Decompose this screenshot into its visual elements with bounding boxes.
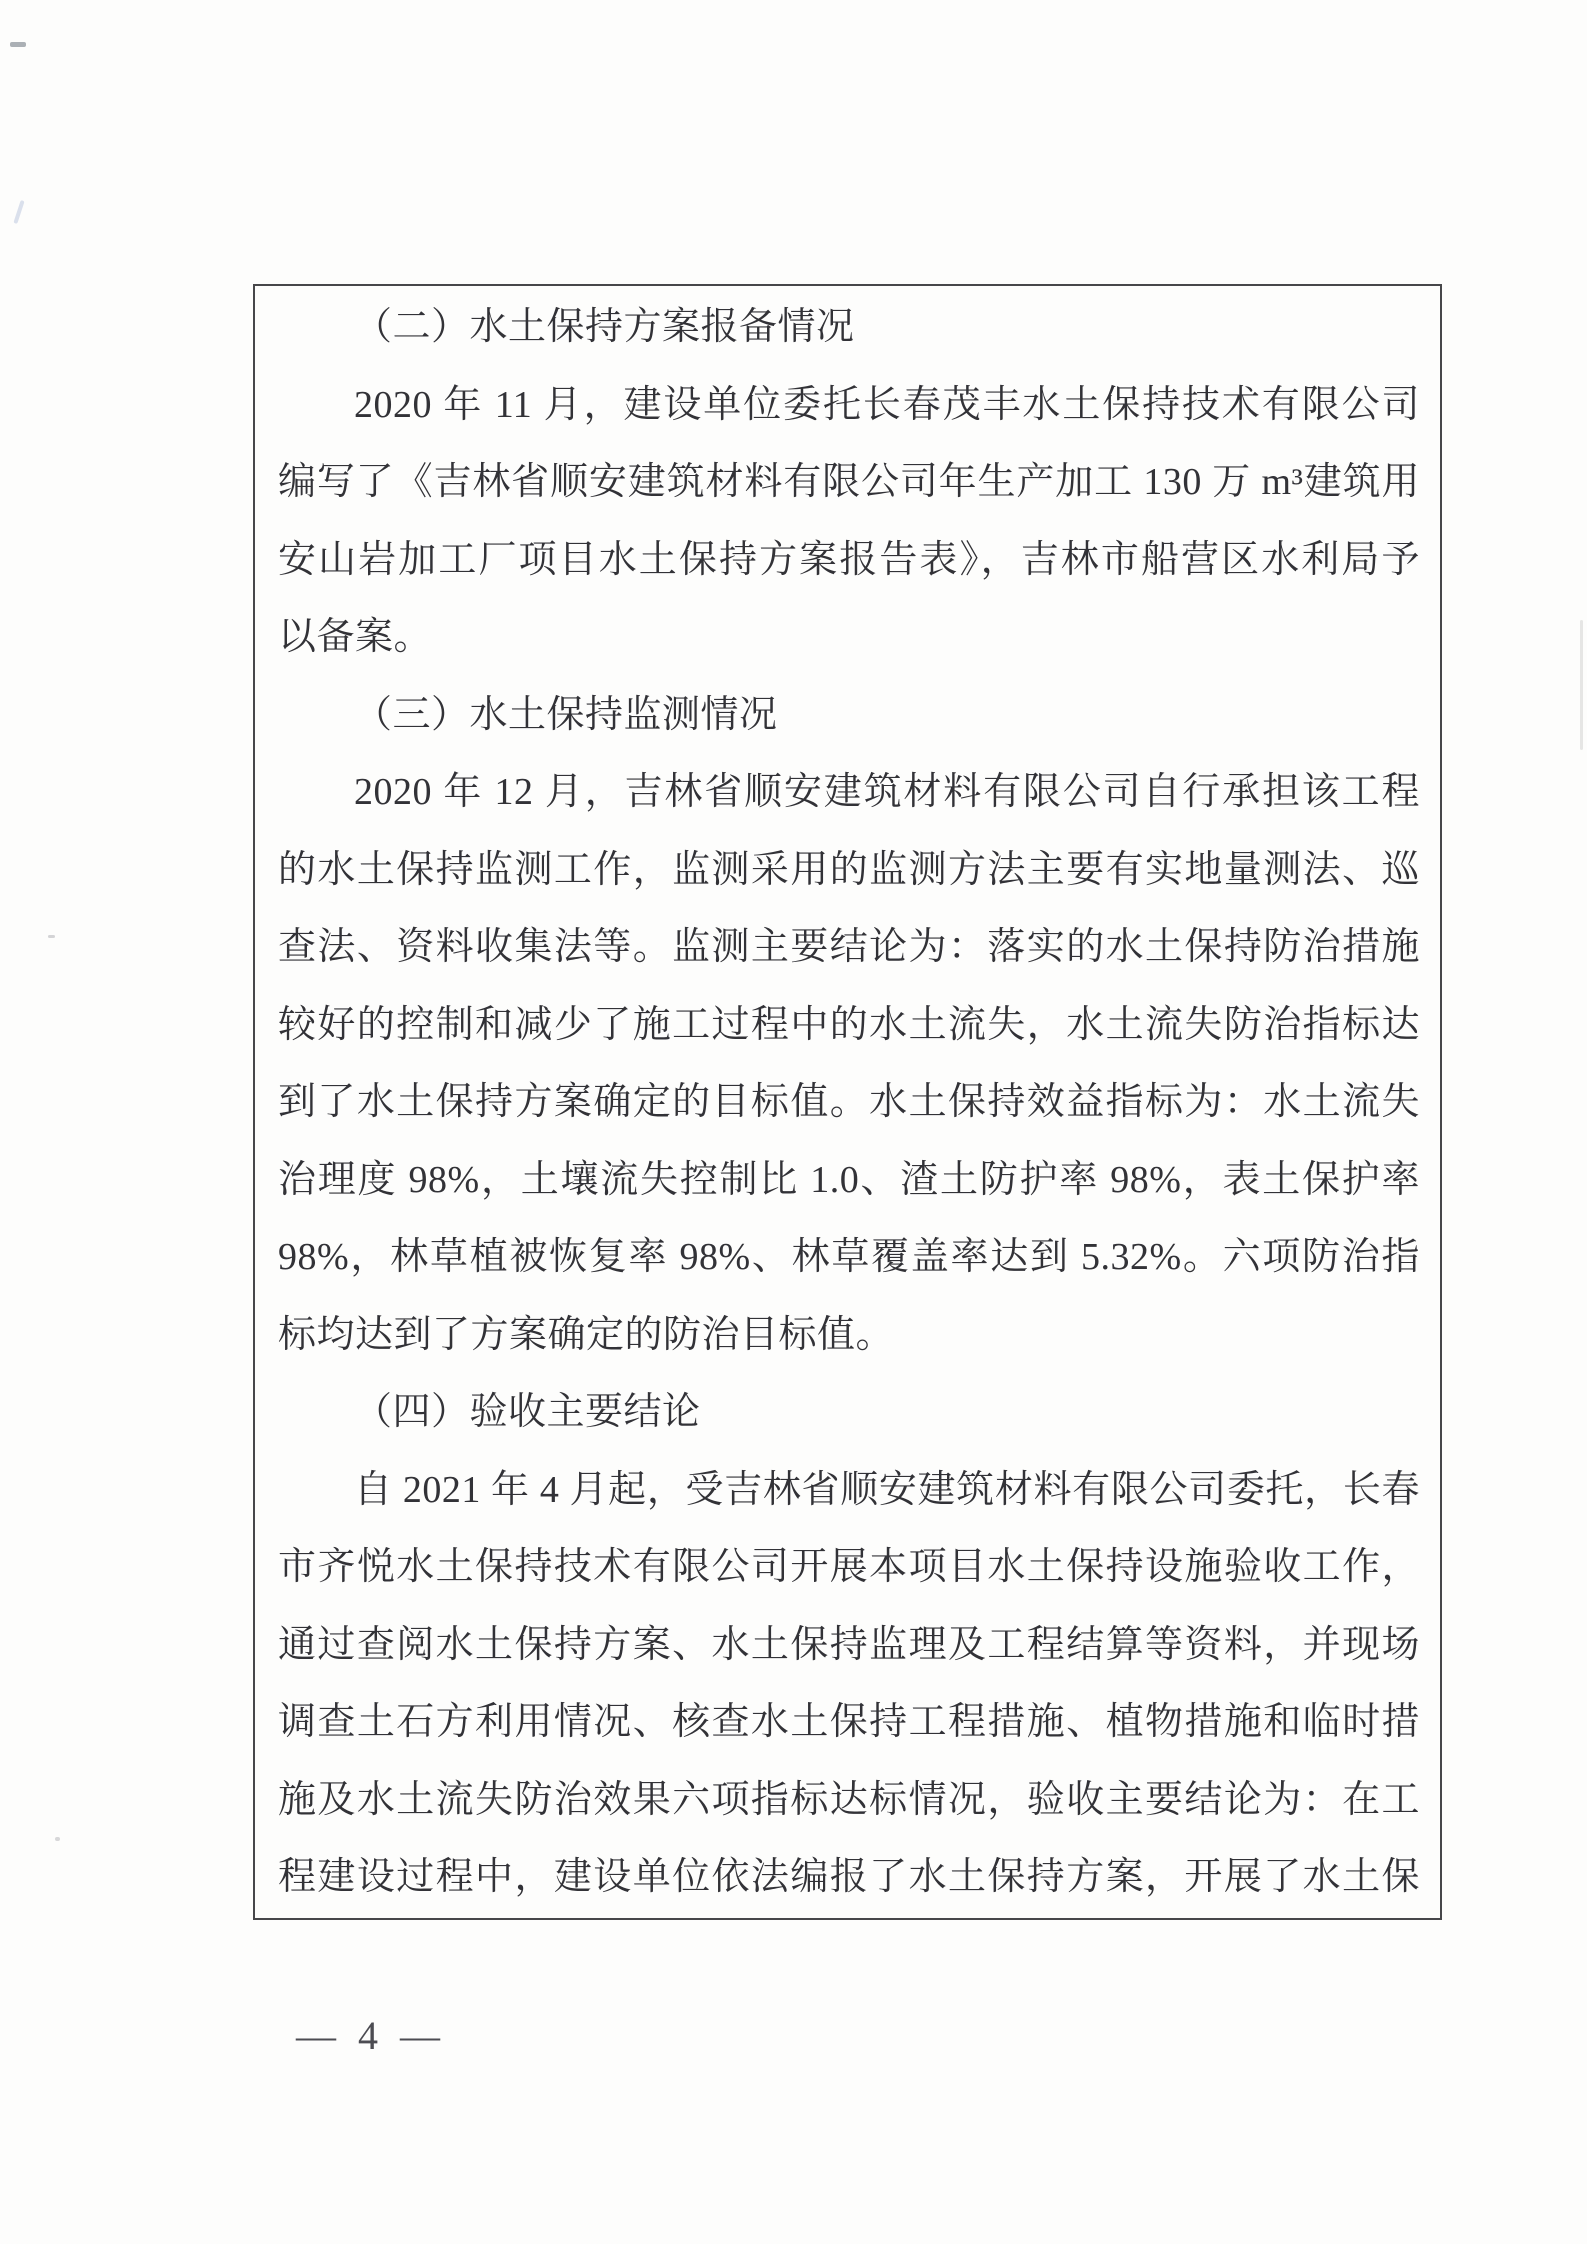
text-line: 编写了《吉林省顺安建筑材料有限公司年生产加工 130 万 m³建筑用 (278, 461, 1420, 503)
text-line: 98%，林草植被恢复率 98%、林草覆盖率达到 5.32%。六项防治指 (278, 1236, 1420, 1278)
text-line: 查法、资料收集法等。监测主要结论为：落实的水土保持防治措施 (278, 926, 1420, 968)
scan-artifact-speck (48, 935, 55, 938)
text-line: 调查土石方利用情况、核查水土保持工程措施、植物措施和临时措 (278, 1701, 1420, 1743)
text-line: 市齐悦水土保持技术有限公司开展本项目水土保持设施验收工作， (278, 1546, 1420, 1588)
scan-artifact-speck (55, 1837, 60, 1841)
scan-artifact-squiggle (13, 200, 24, 224)
document-border-box (253, 284, 1442, 1920)
text-line: 较好的控制和减少了施工过程中的水土流失，水土流失防治指标达 (278, 1003, 1420, 1046)
text-line: 治理度 98%，土壤流失控制比 1.0、渣土防护率 98%，表土保护率 (278, 1158, 1420, 1201)
text-line: 的水土保持监测工作，监测采用的监测方法主要有实地量测法、巡 (278, 848, 1420, 891)
text-line: 到了水土保持方案确定的目标值。水土保持效益指标为：水土流失 (278, 1081, 1420, 1123)
section-heading: （三）水土保持监测情况 (354, 693, 778, 736)
scan-artifact-dash (10, 42, 26, 47)
text-line: 安山岩加工厂项目水土保持方案报告表》，吉林市船营区水利局予 (278, 538, 1420, 581)
text-line: 自 2021 年 4 月起，受吉林省顺安建筑材料有限公司委托，长春 (354, 1468, 1420, 1511)
section-heading: （二）水土保持方案报备情况 (354, 306, 855, 348)
text-line: 2020 年 11 月，建设单位委托长春茂丰水土保持技术有限公司 (354, 383, 1420, 426)
text-line: 以备案。 (278, 616, 433, 658)
text-line: 程建设过程中，建设单位依法编报了水土保持方案，开展了水土保 (278, 1856, 1420, 1898)
document-body (278, 289, 1420, 1917)
scan-artifact-streak (1580, 620, 1583, 750)
section-heading: （四）验收主要结论 (354, 1391, 701, 1433)
page-number: — 4 — (296, 2013, 446, 2058)
text-line: 2020 年 12 月，吉林省顺安建筑材料有限公司自行承担该工程 (354, 771, 1420, 813)
text-line: 标均达到了方案确定的防治目标值。 (278, 1313, 895, 1356)
text-line: 施及水土流失防治效果六项指标达标情况，验收主要结论为：在工 (278, 1778, 1420, 1821)
text-line: 通过查阅水土保持方案、水土保持监理及工程结算等资料，并现场 (278, 1623, 1420, 1666)
